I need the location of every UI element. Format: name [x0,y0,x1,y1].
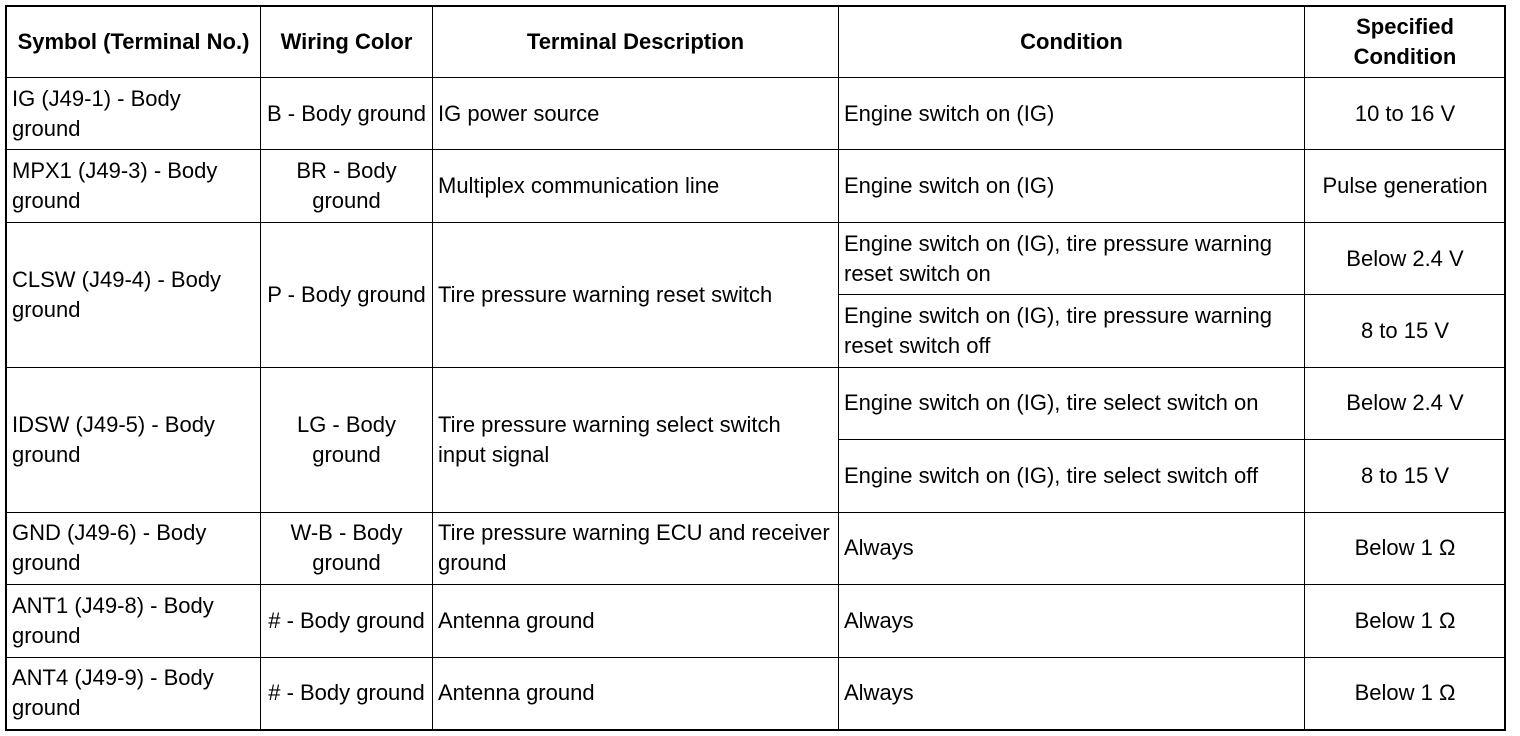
specified-condition-cell: Pulse generation [1305,150,1506,222]
description-cell: Tire pressure warning select switch input signal [433,367,839,512]
condition-cell: Engine switch on (IG) [839,150,1305,222]
table-row [7,512,1506,584]
description-cell: IG power source [433,78,839,150]
wiring-color-cell: BR - Body ground [261,150,433,222]
table-row [7,222,1506,294]
table-header-row [7,7,1506,78]
specified-condition-cell: Below 2.4 V [1305,222,1506,294]
wiring-color-cell: LG - Body ground [261,367,433,512]
condition-cell: Always [839,585,1305,657]
table-row [7,367,1506,439]
symbol-cell: GND (J49-6) - Body ground [7,512,261,584]
specified-condition-cell: 10 to 16 V [1305,78,1506,150]
symbol-cell: MPX1 (J49-3) - Body ground [7,150,261,222]
table-row [7,657,1506,730]
table-row [7,150,1506,222]
description-cell: Antenna ground [433,657,839,730]
wiring-color-cell: P - Body ground [261,222,433,367]
symbol-cell: IDSW (J49-5) - Body ground [7,367,261,512]
symbol-cell: ANT4 (J49-9) - Body ground [7,657,261,730]
specified-condition-cell: Below 2.4 V [1305,367,1506,439]
specified-condition-cell: Below 1 Ω [1305,657,1506,730]
wiring-color-cell: B - Body ground [261,78,433,150]
description-cell: Tire pressure warning ECU and receiver ground [433,512,839,584]
wiring-color-cell: W-B - Body ground [261,512,433,584]
condition-cell: Engine switch on (IG), tire select switch on [839,367,1305,439]
condition-cell: Always [839,512,1305,584]
condition-cell: Engine switch on (IG), tire select switch off [839,440,1305,512]
header-condition: Condition [839,7,1305,78]
description-cell: Tire pressure warning reset switch [433,222,839,367]
symbol-cell: IG (J49-1) - Body ground [7,78,261,150]
specified-condition-cell: Below 1 Ω [1305,585,1506,657]
condition-cell: Engine switch on (IG), tire pressure warning reset switch off [839,295,1305,367]
wiring-color-cell: # - Body ground [261,657,433,730]
table-row [7,585,1506,657]
header-specified-condition: Specified Condition [1305,7,1506,78]
table-row [7,78,1506,150]
header-terminal-description: Terminal Description [433,7,839,78]
condition-cell: Engine switch on (IG), tire pressure warning reset switch on [839,222,1305,294]
header-symbol: Symbol (Terminal No.) [7,7,261,78]
description-cell: Antenna ground [433,585,839,657]
symbol-cell: CLSW (J49-4) - Body ground [7,222,261,367]
specified-condition-cell: 8 to 15 V [1305,295,1506,367]
header-wiring-color: Wiring Color [261,7,433,78]
specified-condition-cell: 8 to 15 V [1305,440,1506,512]
description-cell: Multiplex communication line [433,150,839,222]
symbol-cell: ANT1 (J49-8) - Body ground [7,585,261,657]
specified-condition-cell: Below 1 Ω [1305,512,1506,584]
terminal-spec-table [6,6,1506,730]
condition-cell: Always [839,657,1305,730]
wiring-color-cell: # - Body ground [261,585,433,657]
condition-cell: Engine switch on (IG) [839,78,1305,150]
